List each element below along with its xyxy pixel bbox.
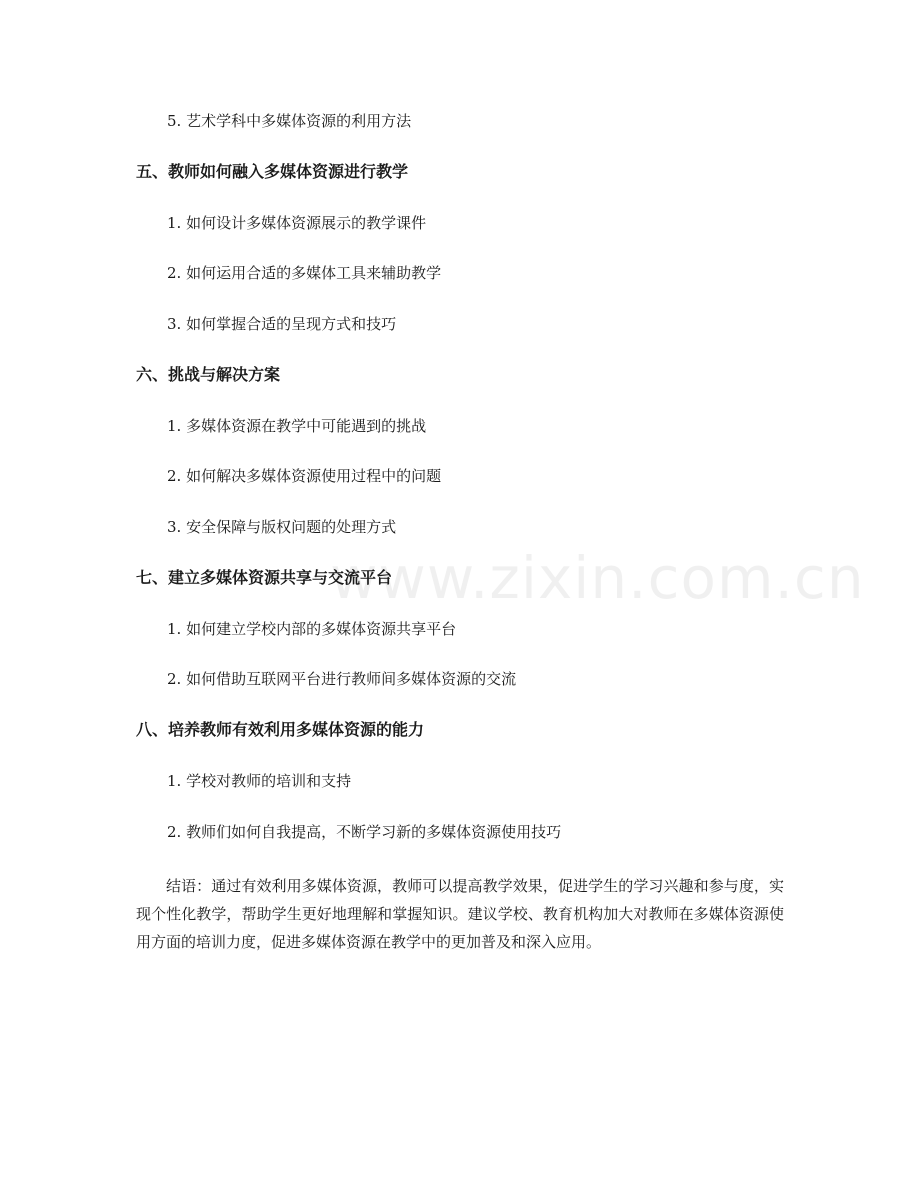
watermark: www.zixin.com.cn bbox=[330, 544, 865, 612]
list-item: 1. 多媒体资源在教学中可能遇到的挑战 bbox=[167, 417, 427, 435]
section-heading: 六、挑战与解决方案 bbox=[136, 365, 281, 384]
list-item: 3. 如何掌握合适的呈现方式和技巧 bbox=[167, 315, 397, 333]
list-item: 1. 如何设计多媒体资源展示的教学课件 bbox=[167, 214, 427, 232]
list-item: 1. 学校对教师的培训和支持 bbox=[167, 772, 352, 790]
list-item: 2. 如何运用合适的多媒体工具来辅助教学 bbox=[167, 264, 442, 282]
list-item: 5. 艺术学科中多媒体资源的利用方法 bbox=[167, 112, 412, 130]
section-heading: 五、教师如何融入多媒体资源进行教学 bbox=[136, 162, 409, 181]
list-item: 2. 教师们如何自我提高，不断学习新的多媒体资源使用技巧 bbox=[167, 823, 562, 841]
conclusion-paragraph: 结语：通过有效利用多媒体资源，教师可以提高教学效果，促进学生的学习兴趣和参与度，实现个性化教学，帮助学生更好地理解和掌握知识。建议学校、教育机构加大对教师在多媒体资源使用方面的培训力度，促进多媒体资源在教学中的更加普及和深入应用。 bbox=[136, 877, 784, 951]
section-heading: 八、培养教师有效利用多媒体资源的能力 bbox=[136, 720, 425, 739]
section-heading: 七、建立多媒体资源共享与交流平台 bbox=[136, 568, 393, 587]
list-item: 3. 安全保障与版权问题的处理方式 bbox=[167, 518, 397, 536]
list-item: 2. 如何解决多媒体资源使用过程中的问题 bbox=[167, 467, 442, 485]
list-item: 1. 如何建立学校内部的多媒体资源共享平台 bbox=[167, 620, 457, 638]
list-item: 2. 如何借助互联网平台进行教师间多媒体资源的交流 bbox=[167, 670, 517, 688]
